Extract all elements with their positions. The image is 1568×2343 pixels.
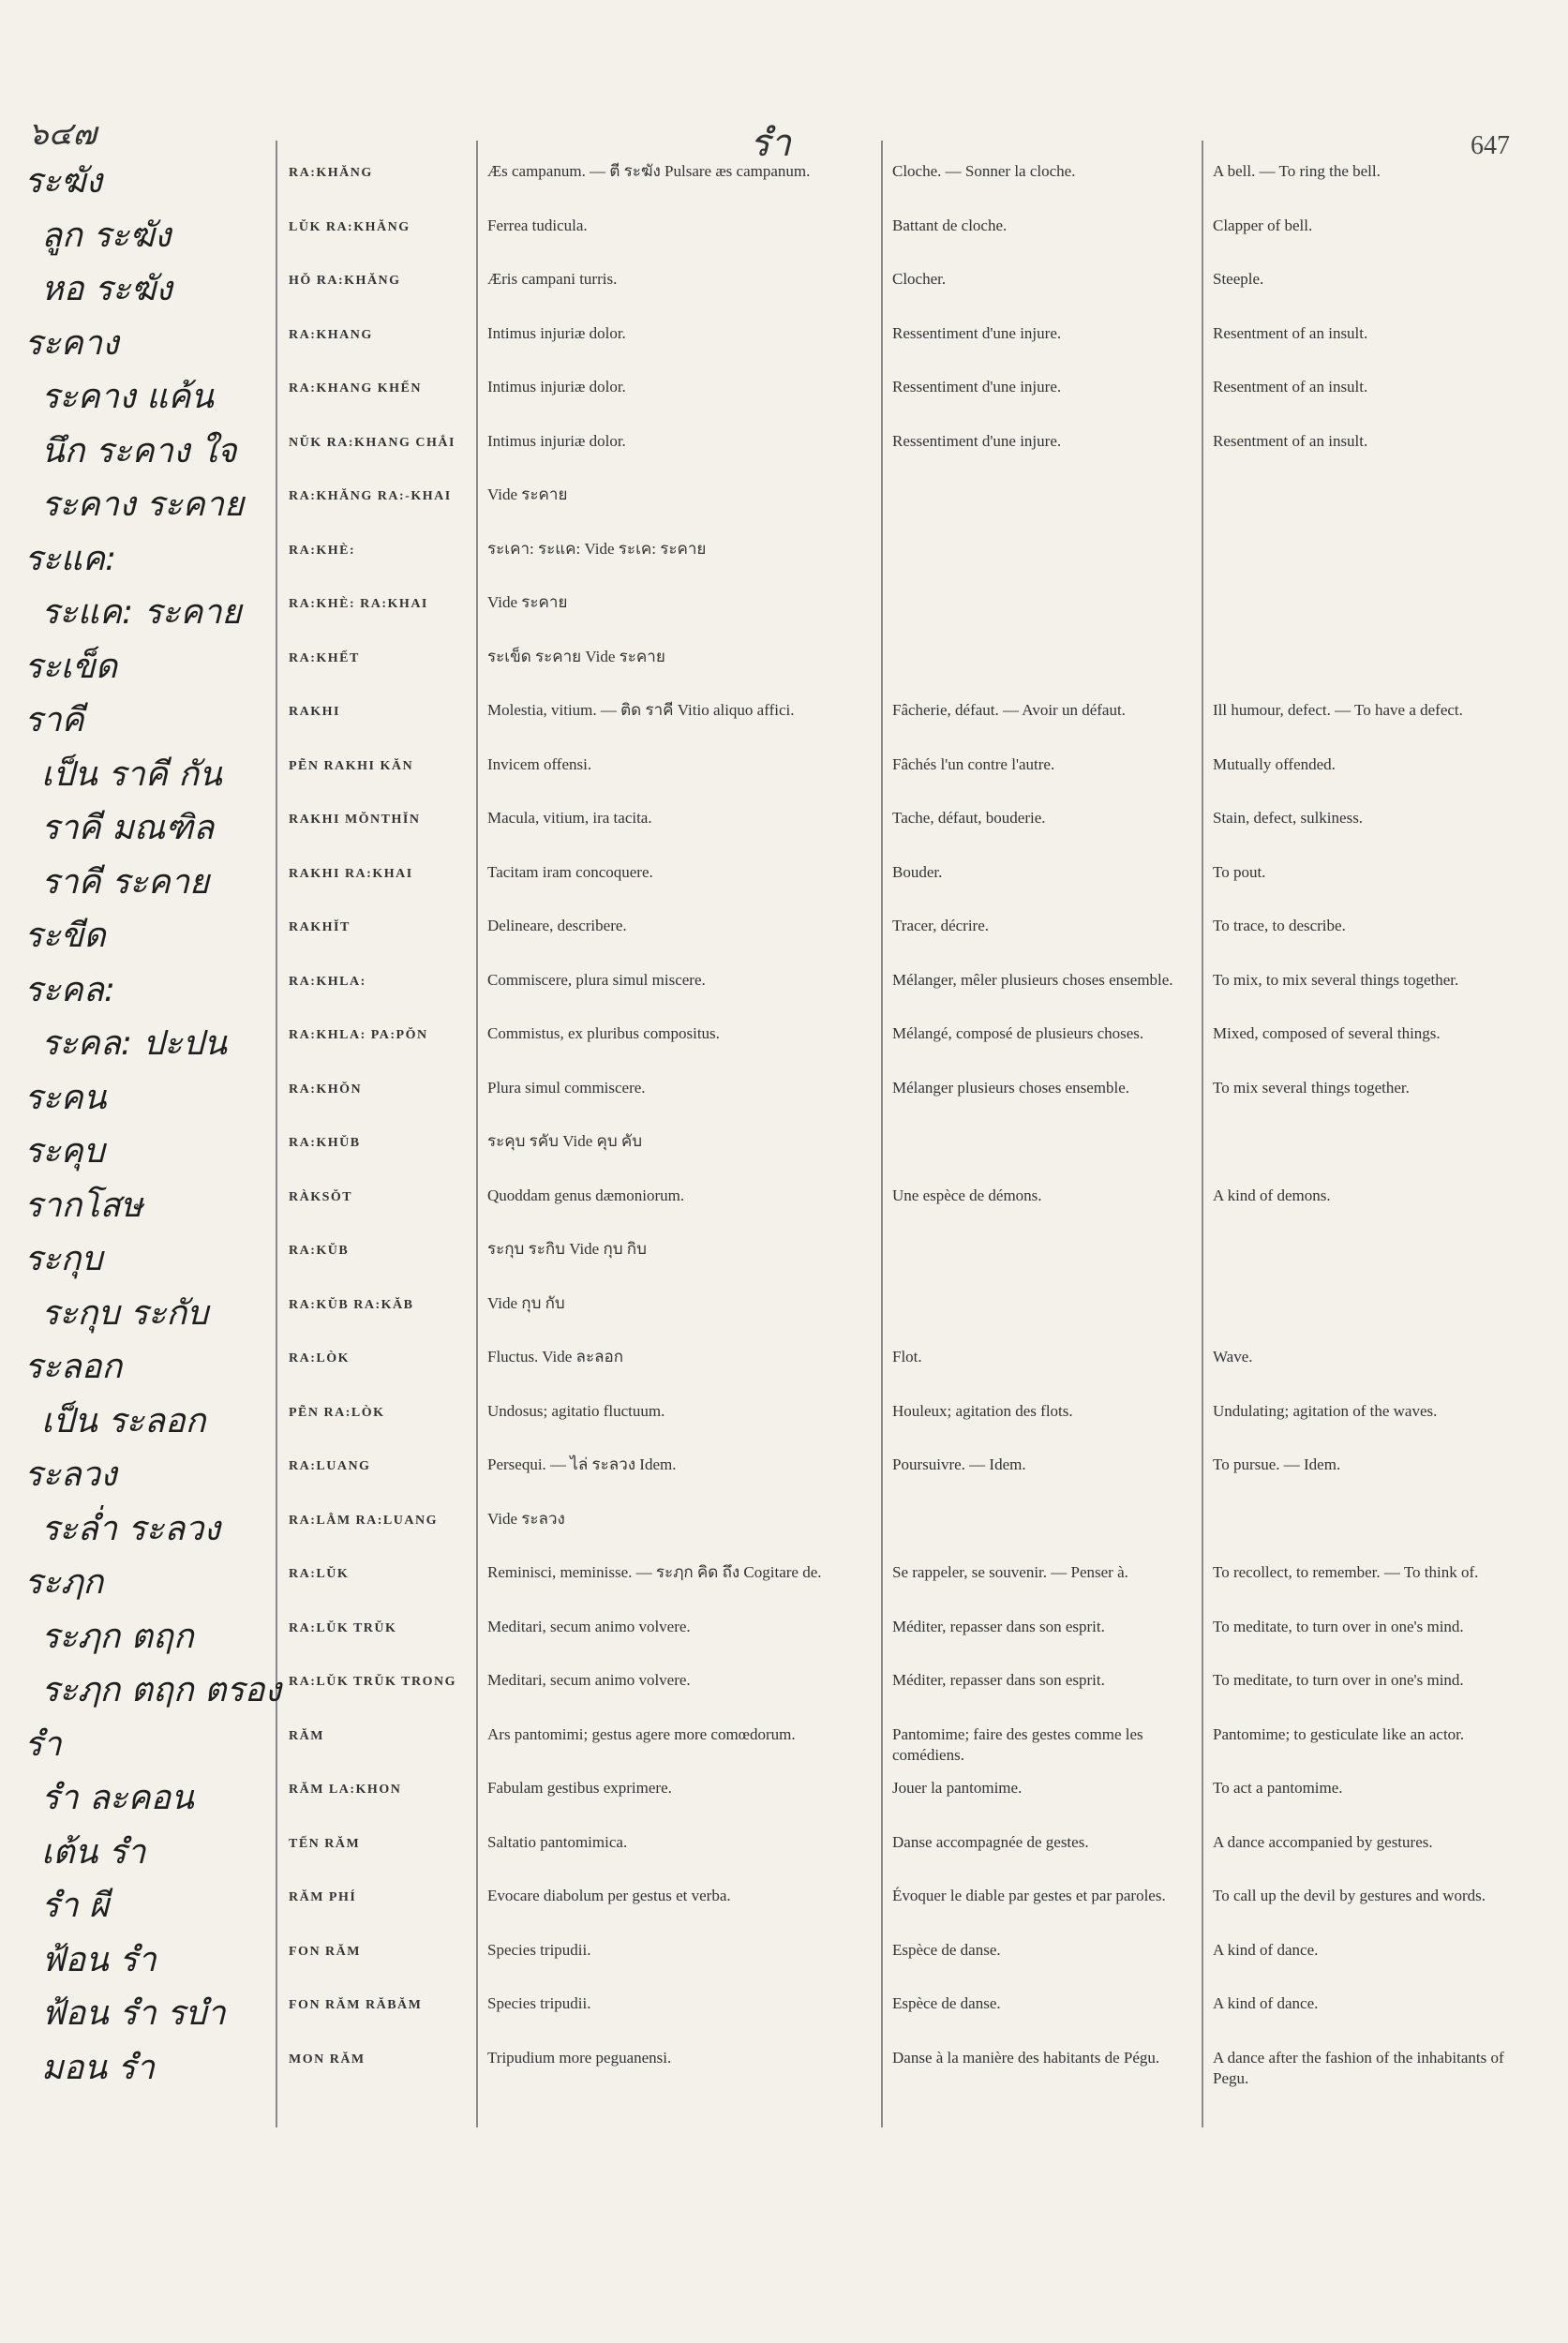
entry-row [0, 1336, 1568, 1390]
french-definition: Flot. [892, 1348, 922, 1366]
thai-headword: ระฦก ตฤก [41, 1617, 194, 1656]
latin-definition: Æs campanum. — ตี ระฆัง Pulsare æs campanum. [487, 162, 811, 180]
entry-row [0, 904, 1568, 959]
entry-row [0, 1713, 1568, 1768]
entry-row [0, 1390, 1568, 1444]
entry-row [0, 1551, 1568, 1605]
french-definition: Espèce de danse. [892, 1940, 1001, 1959]
french-definition: Cloche. — Sonner la cloche. [892, 162, 1076, 180]
entry-row [0, 797, 1568, 851]
thai-headword: รำ ละคอน [41, 1779, 194, 1817]
french-definition: Bouder. [892, 862, 943, 881]
latin-definition: Æris campani turris. [487, 270, 618, 288]
latin-definition: Vide ระคาย [487, 593, 568, 611]
thai-headword: ระคาง [24, 323, 119, 363]
french-definition: Clocher. [892, 270, 947, 288]
latin-definition: Intimus injuriæ dolor. [487, 431, 626, 450]
english-definition: Stain, defect, sulkiness. [1213, 809, 1364, 827]
transliteration: RA:KHĂNG RA:-KHAI [289, 489, 452, 503]
english-definition: Pantomime; to gesticulate like an actor. [1213, 1724, 1465, 1743]
english-definition: Clapper of bell. [1213, 216, 1313, 234]
entry-row [0, 312, 1568, 366]
latin-definition: Molestia, vitium. — ติด ราคี Vitio aliquo affici. [487, 701, 795, 719]
latin-definition: Ars pantomimi; gestus agere more comœdorum. [487, 1724, 796, 1743]
entry-row [0, 581, 1568, 635]
english-definition: To call up the devil by gestures and words. [1213, 1887, 1486, 1904]
english-definition: Undulating; agitation of the waves. [1213, 1401, 1438, 1420]
transliteration: RĂM LA:KHON [289, 1783, 402, 1797]
entry-row [0, 366, 1568, 420]
french-definition: Fâchés l'un contre l'autre. [892, 754, 1055, 773]
transliteration: RA:KHLA: PA:PŎN [289, 1028, 428, 1042]
french-definition: Poursuivre. — Idem. [892, 1455, 1026, 1473]
thai-headword: ระลอก [24, 1348, 123, 1386]
english-definition: A kind of dance. [1213, 1940, 1319, 1959]
latin-definition: Evocare diabolum per gestus et verba. [487, 1887, 731, 1904]
entry-row [0, 1659, 1568, 1713]
french-definition: Mélanger plusieurs choses ensemble. [892, 1078, 1130, 1097]
thai-headword: เป็น ราคี กัน [41, 754, 222, 794]
english-definition: To recollect, to remember. — To think of. [1213, 1563, 1479, 1581]
transliteration: RA:KŬB RA:KĂB [289, 1297, 414, 1312]
transliteration: RA:LŬK TRŬK TRONG [289, 1675, 457, 1689]
english-definition: A dance after the fashion of the inhabitants of Pegu. [1213, 2048, 1504, 2087]
thai-headword: ระคล: [24, 970, 115, 1009]
transliteration: HŎ RA:KHĂNG [289, 274, 401, 288]
english-definition: To act a pantomime. [1213, 1779, 1343, 1797]
transliteration: FON RĂM RĂBĂM [289, 1998, 423, 2012]
french-definition: Fâcherie, défaut. — Avoir un défaut. [892, 701, 1126, 719]
latin-definition: Intimus injuriæ dolor. [487, 378, 626, 395]
thai-page-number: ๖๔๗ [28, 115, 97, 153]
english-definition: To pout. [1213, 862, 1266, 881]
french-definition: Tache, défaut, bouderie. [892, 809, 1046, 827]
thai-headword: ลูก ระฆัง [41, 216, 172, 255]
entry-row [0, 1874, 1568, 1929]
latin-definition: Commiscere, plura simul miscere. [487, 970, 706, 989]
english-definition: Ill humour, defect. — To have a defect. [1213, 701, 1463, 719]
french-definition: Jouer la pantomime. [892, 1779, 1023, 1797]
thai-headword: ราคี ระคาย [41, 862, 210, 902]
french-definition: Danse à la manière des habitants de Pégu. [892, 2048, 1160, 2067]
transliteration: RA:LŬK [289, 1567, 350, 1581]
french-definition: Méditer, repasser dans son esprit. [892, 1617, 1105, 1635]
thai-headword: ระแค: [24, 539, 117, 578]
latin-definition: Undosus; agitatio fluctuum. [487, 1401, 665, 1420]
english-definition: To trace, to describe. [1213, 917, 1346, 934]
entry-row [0, 959, 1568, 1013]
transliteration: RA:KHŬB [289, 1136, 361, 1150]
latin-definition: Plura simul commiscere. [487, 1078, 646, 1097]
english-definition: Wave. [1213, 1348, 1253, 1366]
english-definition: To meditate, to turn over in one's mind. [1213, 1617, 1464, 1635]
latin-definition: ระคุบ รคับ Vide คุบ คับ [487, 1132, 643, 1150]
english-definition: To pursue. — Idem. [1213, 1455, 1341, 1473]
latin-definition: Vide ระคาย [487, 485, 568, 503]
french-definition: Espèce de danse. [892, 1994, 1001, 2012]
entry-row [0, 689, 1568, 743]
entry-row [0, 1767, 1568, 1821]
french-definition: Ressentiment d'une injure. [892, 323, 1062, 342]
english-definition: Mutually offended. [1213, 754, 1336, 773]
thai-headword: ระล่ำ ระลวง [41, 1509, 220, 1548]
french-definition: Houleux; agitation des flots. [892, 1401, 1073, 1420]
latin-definition: Saltatio pantomimica. [487, 1832, 628, 1851]
thai-headword: ระฦก ตฤก ตรอง [41, 1671, 281, 1709]
entry-row [0, 473, 1568, 528]
thai-headword: ระขีด [24, 917, 106, 955]
english-definition: A kind of demons. [1213, 1186, 1331, 1204]
transliteration: RĂM [289, 1728, 324, 1743]
entry-row [0, 1982, 1568, 2037]
english-definition: Resentment of an insult. [1213, 378, 1368, 395]
transliteration: RA:LŬK TRŬK [289, 1620, 397, 1635]
entry-row [0, 1821, 1568, 1875]
entry-row [0, 1443, 1568, 1498]
latin-definition: Commistus, ex pluribus compositus. [487, 1024, 720, 1042]
transliteration: RA:KHLA: [289, 974, 366, 989]
english-definition: A dance accompanied by gestures. [1213, 1832, 1433, 1851]
entry-row [0, 1605, 1568, 1660]
transliteration: FON RĂM [289, 1944, 361, 1959]
english-definition: To mix, to mix several things together. [1213, 970, 1459, 989]
entry-row [0, 1282, 1568, 1336]
entry-row [0, 1012, 1568, 1067]
thai-headword: ระคาง แค้น [41, 378, 214, 416]
thai-headword: รากโสษ [24, 1186, 143, 1225]
transliteration: RA:LÒK [289, 1351, 350, 1366]
thai-headword: เต้น รำ [41, 1832, 146, 1872]
thai-headword: ระฆัง [24, 162, 102, 201]
latin-definition: Fabulam gestibus exprimere. [487, 1779, 672, 1797]
entry-row [0, 1120, 1568, 1174]
english-definition: To meditate, to turn over in one's mind. [1213, 1671, 1464, 1689]
english-definition: A bell. — To ring the bell. [1213, 162, 1381, 180]
latin-definition: Species tripudii. [487, 1994, 591, 2012]
transliteration: TẾN RĂM [289, 1836, 361, 1851]
latin-definition: Tacitam iram concoquere. [487, 862, 653, 881]
entry-row [0, 1498, 1568, 1552]
thai-headword: ระคน [24, 1078, 107, 1117]
transliteration: RA:KHÈ: RA:KHAI [289, 597, 428, 611]
entry-row [0, 258, 1568, 312]
french-definition: Pantomime; faire des gestes comme les comédiens. [892, 1724, 1143, 1764]
transliteration: PẼN RA:LÒK [289, 1405, 385, 1420]
latin-definition: Vide ระลวง [487, 1509, 565, 1528]
entry-row [0, 150, 1568, 204]
thai-headword: ราคี มณฑิล [41, 809, 215, 847]
transliteration: MON RĂM [289, 2052, 366, 2067]
entry-row [0, 743, 1568, 798]
thai-headword: หอ ระฆัง [41, 270, 172, 308]
latin-definition: Persequi. — ไล่ ระลวง Idem. [487, 1455, 677, 1473]
thai-headword: รำ ผี [41, 1887, 110, 1925]
thai-headword: ฟ้อน รำ รบำ [41, 1994, 226, 2033]
entry-row [0, 1228, 1568, 1282]
french-definition: Danse accompagnée de gestes. [892, 1832, 1089, 1851]
french-definition: Évoquer le diable par gestes et par paroles. [892, 1887, 1166, 1904]
thai-headword: ระคาง ระคาย [41, 485, 245, 524]
entry-row [0, 1929, 1568, 1983]
french-definition: Ressentiment d'une injure. [892, 378, 1062, 395]
thai-headword: ระลวง [24, 1455, 117, 1494]
latin-definition: Vide กุบ กับ [487, 1293, 565, 1312]
latin-definition: Invicem offensi. [487, 754, 592, 773]
transliteration: RĂM PHÍ [289, 1890, 357, 1904]
latin-definition: Species tripudii. [487, 1940, 591, 1959]
transliteration: NŬK RA:KHANG CHẮI [289, 435, 455, 450]
latin-definition: ระเข็ด ระคาย Vide ระคาย [487, 647, 665, 665]
latin-definition: Quoddam genus dæmoniorum. [487, 1186, 685, 1204]
transliteration: RAKHI [289, 705, 340, 719]
english-definition: A kind of dance. [1213, 1994, 1319, 2012]
entry-row [0, 635, 1568, 690]
transliteration: RAKHI RA:KHAI [289, 866, 413, 881]
thai-headword: มอน รำ [41, 2048, 155, 2087]
latin-definition: Intimus injuriæ dolor. [487, 323, 626, 342]
entry-row [0, 851, 1568, 905]
latin-definition: Meditari, secum animo volvere. [487, 1671, 691, 1689]
entry-row [0, 528, 1568, 582]
transliteration: RA:KHĂNG [289, 166, 373, 180]
thai-headword: ระแค: ระคาย [41, 593, 242, 632]
thai-headword: นึก ระคาง ใจ [41, 431, 237, 470]
thai-headword: รำ [24, 1724, 62, 1764]
french-definition: Ressentiment d'une injure. [892, 431, 1062, 450]
transliteration: RA:KHÈ: [289, 543, 356, 558]
entry-row [0, 1174, 1568, 1229]
transliteration: RA:KŬB [289, 1244, 350, 1258]
entry-row [0, 1067, 1568, 1121]
entry-row [0, 2037, 1568, 2091]
french-definition: Tracer, décrire. [892, 917, 989, 934]
latin-definition: Tripudium more peguanensi. [487, 2048, 672, 2067]
latin-definition: Meditari, secum animo volvere. [487, 1617, 691, 1635]
french-definition: Méditer, repasser dans son esprit. [892, 1671, 1105, 1689]
latin-definition: ระกุบ ระกิบ Vide กุบ กิบ [487, 1240, 647, 1258]
english-definition: To mix several things together. [1213, 1078, 1410, 1097]
english-definition: Mixed, composed of several things. [1213, 1024, 1441, 1042]
english-definition: Resentment of an insult. [1213, 323, 1368, 342]
page-number: 647 [1471, 131, 1510, 160]
entry-row [0, 204, 1568, 259]
transliteration: RA:KHŎN [289, 1082, 363, 1097]
latin-definition: Ferrea tudicula. [487, 216, 588, 234]
english-definition: Resentment of an insult. [1213, 431, 1368, 450]
french-definition: Une espèce de démons. [892, 1186, 1042, 1204]
thai-headword: เป็น ระลอก [41, 1401, 206, 1440]
transliteration: PẼN RAKHI KĂN [289, 758, 414, 773]
transliteration: RA:KHẾT [289, 650, 360, 665]
latin-definition: Delineare, describere. [487, 917, 627, 934]
thai-headword: ระฦก [24, 1563, 104, 1602]
transliteration: LŬK RA:KHĂNG [289, 219, 411, 234]
transliteration: RÀKSŎT [289, 1189, 353, 1204]
transliteration: RAKHĬT [289, 920, 351, 934]
thai-headword: ฟ้อน รำ [41, 1940, 157, 1979]
french-definition: Se rappeler, se souvenir. — Penser à. [892, 1563, 1128, 1581]
latin-definition: ระเคา: ระแค: Vide ระเค: ระคาย [487, 539, 707, 558]
thai-headword: ระกุบ [24, 1240, 103, 1278]
transliteration: RA:KHANG [289, 327, 373, 342]
french-definition: Mélanger, mêler plusieurs choses ensemble. [892, 970, 1173, 989]
transliteration: RA:LẰM RA:LUANG [289, 1513, 438, 1528]
entry-row [0, 420, 1568, 474]
thai-headword: ระคุบ [24, 1132, 105, 1171]
thai-headword: ระกุบ ระกับ [41, 1293, 209, 1333]
french-definition: Mélangé, composé de plusieurs choses. [892, 1024, 1144, 1042]
latin-definition: Macula, vitium, ira tacita. [487, 809, 652, 827]
thai-headword: ระเข็ด [24, 647, 117, 686]
transliteration: RA:KHANG KHẾN [289, 381, 422, 395]
thai-headword: ราคี [24, 701, 84, 739]
transliteration: RAKHI MŎNTHĬN [289, 813, 421, 827]
french-definition: Battant de cloche. [892, 216, 1008, 234]
latin-definition: Reminisci, meminisse. — ระฦก คิด ถึง Cogitare de. [487, 1563, 822, 1581]
latin-definition: Fluctus. Vide ละลอก [487, 1348, 623, 1366]
thai-headword: ระคล: ปะปน [41, 1024, 228, 1063]
english-definition: Steeple. [1213, 270, 1264, 288]
transliteration: RA:LUANG [289, 1459, 371, 1473]
running-head: รำ [750, 122, 791, 165]
